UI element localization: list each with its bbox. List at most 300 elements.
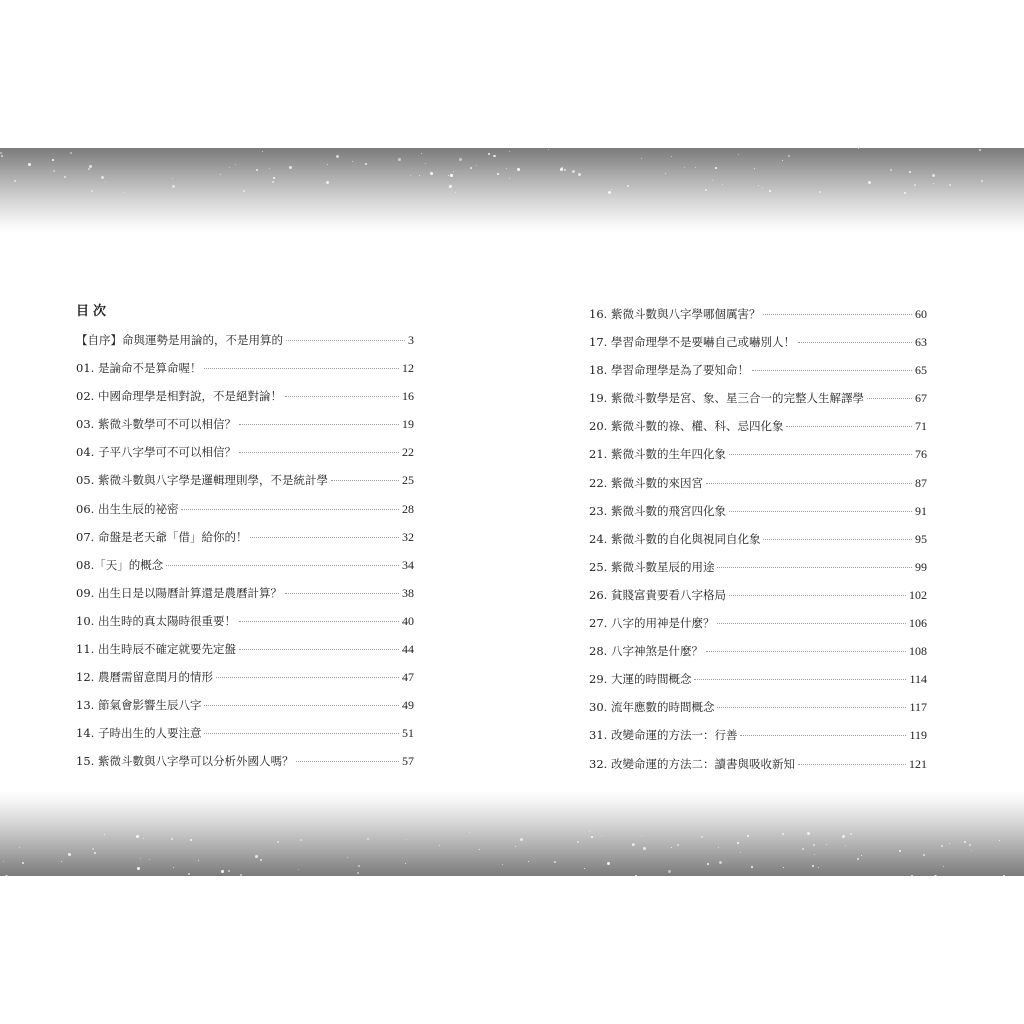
star: [890, 169, 892, 171]
star: [909, 171, 911, 173]
star: [949, 184, 951, 186]
toc-entry-label: 12. 農曆需留意閏月的情形: [76, 670, 213, 685]
toc-entry-page: 38: [402, 585, 414, 600]
toc-entry: [589, 328, 927, 356]
star: [845, 845, 846, 846]
toc-entry-page: 67: [915, 391, 927, 406]
star: [94, 852, 96, 854]
star: [911, 875, 913, 876]
star: [3, 861, 4, 862]
star: [826, 844, 827, 845]
dot-leader: [729, 454, 912, 455]
star: [999, 840, 1000, 841]
star: [70, 152, 72, 154]
dot-leader: [250, 537, 399, 538]
star: [813, 844, 815, 846]
toc-entry: [589, 721, 927, 749]
star: [782, 833, 784, 835]
star: [754, 168, 755, 169]
star: [607, 862, 610, 865]
dot-leader: [239, 424, 399, 425]
star: [861, 855, 862, 856]
star: [737, 842, 739, 844]
star: [300, 839, 302, 841]
toc-entry: [589, 440, 927, 468]
toc-entry: [76, 607, 414, 635]
toc-entry-page: 22: [402, 445, 414, 460]
star: [751, 866, 753, 868]
toc-entry-label: 18. 學習命理學是為了要知命！: [589, 363, 749, 378]
star: [819, 191, 821, 193]
toc-entry-page: 12: [402, 361, 414, 376]
star: [719, 861, 722, 864]
toc-entry: [589, 553, 927, 581]
dot-leader: [331, 480, 399, 481]
toc-entry: [76, 410, 414, 438]
star: [564, 169, 566, 171]
table-of-contents: [0, 300, 1024, 780]
star: [229, 167, 230, 168]
star: [88, 168, 90, 170]
dot-leader: [694, 679, 906, 680]
toc-entry-page: 16: [402, 389, 414, 404]
toc-entry-page: 91: [915, 503, 927, 518]
star: [469, 832, 470, 833]
star: [608, 191, 611, 194]
star: [425, 163, 426, 164]
star: [868, 181, 871, 184]
star: [497, 173, 499, 175]
star: [398, 158, 401, 161]
dot-leader: [763, 314, 912, 315]
star: [64, 176, 66, 178]
star: [502, 864, 503, 865]
dot-leader: [216, 677, 399, 678]
star: [758, 185, 759, 186]
star: [405, 863, 406, 864]
toc-entry: [76, 466, 414, 494]
star: [406, 839, 407, 840]
star: [137, 867, 140, 870]
star: [92, 848, 94, 850]
star: [228, 870, 230, 872]
toc-entry: [76, 354, 414, 382]
star: [641, 158, 642, 159]
star: [788, 155, 790, 157]
star: [105, 181, 106, 182]
starry-band-bottom: [0, 790, 1024, 876]
star: [572, 170, 575, 173]
star: [136, 835, 139, 838]
toc-entry: [589, 384, 927, 412]
star: [814, 854, 815, 855]
star: [352, 161, 353, 162]
star: [943, 866, 944, 867]
toc-entry-page: 19: [402, 417, 414, 432]
star: [104, 834, 105, 835]
star: [941, 845, 943, 847]
star: [506, 168, 507, 169]
toc-entry: [589, 665, 927, 693]
star: [476, 165, 477, 166]
star: [410, 175, 411, 176]
toc-entry-label: 13. 節氣會影響生辰八字: [76, 698, 202, 713]
toc-entry: [76, 691, 414, 719]
star: [347, 857, 348, 858]
toc-entry-label: 08.「天」的概念: [76, 557, 164, 572]
star: [198, 860, 199, 861]
star: [53, 170, 55, 172]
star: [520, 838, 523, 841]
star: [671, 156, 672, 157]
toc-entry-label: 27. 八字的用神是什麼？: [589, 616, 715, 631]
star: [932, 174, 935, 177]
toc-entry-label: 06. 出生生辰的祕密: [76, 501, 179, 516]
dot-leader: [729, 595, 906, 596]
toc-entry: [76, 523, 414, 551]
toc-entry-page: 65: [915, 363, 927, 378]
toc-entry-label: 25. 紫微斗數星辰的用途: [589, 559, 715, 574]
star: [459, 158, 462, 161]
star: [91, 190, 93, 192]
toc-entry-label: 21. 紫微斗數的生年四化象: [589, 447, 726, 462]
star: [255, 855, 258, 858]
star: [326, 181, 329, 184]
star: [818, 867, 819, 868]
dot-leader: [286, 340, 405, 341]
dot-leader: [296, 761, 399, 762]
toc-entry: [589, 300, 927, 328]
star: [22, 862, 24, 864]
dot-leader: [239, 649, 399, 650]
star: [221, 870, 224, 873]
toc-entry-page: 102: [909, 587, 927, 602]
toc-entry-label: 32. 改變命運的方法二：讀書與吸收新知: [589, 756, 795, 771]
star: [273, 177, 275, 179]
star: [101, 176, 104, 179]
dot-leader: [717, 707, 906, 708]
star: [738, 154, 739, 155]
dot-leader: [763, 539, 912, 540]
star: [677, 844, 679, 846]
toc-entry-page: 117: [909, 700, 927, 715]
toc-entry: [589, 581, 927, 609]
star: [807, 832, 810, 835]
star: [172, 178, 173, 179]
star: [367, 838, 369, 840]
star: [949, 843, 950, 844]
toc-entry-label: 23. 紫微斗數的飛宮四化象: [589, 503, 726, 518]
toc-title: 目次: [76, 304, 111, 319]
star: [712, 180, 713, 181]
toc-entry-label: 【自序】命與運勢是用論的，不是用算的: [76, 333, 283, 347]
dot-leader: [752, 370, 912, 371]
star: [899, 850, 901, 852]
toc-entry-label: 14. 子時出生的人要注意: [76, 726, 202, 741]
dot-leader: [181, 509, 399, 510]
star: [517, 168, 520, 171]
toc-entry-label: 15. 紫微斗數與八字學可以分析外國人嗎？: [76, 754, 294, 769]
dot-leader: [740, 735, 906, 736]
star: [802, 848, 804, 850]
dot-leader: [729, 511, 912, 512]
star: [298, 869, 299, 870]
dot-leader: [166, 565, 399, 566]
star: [140, 858, 141, 859]
star: [850, 833, 852, 835]
star: [357, 872, 359, 874]
star: [488, 153, 490, 155]
toc-entry: [589, 525, 927, 553]
toc-entry-page: 106: [909, 616, 927, 631]
star: [812, 865, 814, 867]
star: [914, 184, 916, 186]
star: [256, 169, 258, 171]
dot-leader: [867, 398, 912, 399]
star: [439, 845, 440, 846]
star: [277, 841, 279, 843]
toc-entry: [76, 326, 414, 354]
toc-entry-page: 51: [402, 726, 414, 741]
star: [123, 192, 124, 193]
star: [493, 155, 495, 157]
toc-entry: [76, 635, 414, 663]
toc-entry-page: 63: [915, 335, 927, 350]
star: [934, 875, 937, 876]
star: [243, 190, 245, 192]
star: [143, 838, 144, 839]
toc-entry-label: 29. 大運的時間概念: [589, 672, 692, 687]
star: [611, 189, 612, 190]
star: [28, 163, 31, 166]
star: [188, 873, 190, 875]
star: [548, 149, 549, 150]
star: [684, 167, 685, 168]
star: [430, 172, 433, 175]
star: [358, 865, 360, 867]
star: [783, 867, 784, 868]
star: [718, 847, 719, 848]
toc-entry-label: 10. 出生時的真太陽時很重要！: [76, 613, 236, 628]
star: [327, 164, 328, 165]
toc-entry-label: 16. 紫微斗數與八字學哪個厲害？: [589, 307, 761, 321]
toc-entry-page: 121: [909, 756, 927, 771]
toc-entry: [589, 469, 927, 497]
toc-entry-label: 02. 中國命理學是相對說，不是絕對論！: [76, 389, 282, 404]
star: [747, 835, 749, 837]
toc-entry-label: 04. 子平八字學可不可以相信？: [76, 445, 236, 460]
dot-leader: [706, 651, 906, 652]
dot-leader: [239, 621, 399, 622]
star: [635, 875, 637, 876]
star: [701, 836, 703, 838]
toc-entry-label: 28. 八字神煞是什麼？: [589, 644, 703, 659]
star: [578, 173, 581, 176]
toc-entry: [76, 438, 414, 466]
toc-entry: [589, 497, 927, 525]
star: [479, 849, 480, 850]
dot-leader: [717, 623, 906, 624]
star: [589, 831, 590, 832]
star: [695, 167, 696, 168]
star: [627, 185, 629, 187]
star: [577, 841, 579, 843]
star: [1, 155, 3, 157]
toc-entry: [76, 719, 414, 747]
toc-entry: [76, 579, 414, 607]
star: [61, 861, 62, 862]
star: [554, 861, 556, 863]
star: [421, 153, 422, 154]
star: [173, 867, 174, 868]
toc-entry-page: 76: [915, 447, 927, 462]
toc-right-column: [589, 300, 927, 778]
star: [933, 183, 934, 184]
toc-entry: [76, 382, 414, 410]
star: [923, 854, 925, 856]
toc-entry-page: 108: [909, 644, 927, 659]
toc-entry-page: 28: [402, 501, 414, 516]
star: [769, 190, 771, 192]
star: [904, 192, 906, 194]
star: [0, 152, 2, 154]
toc-entry: [589, 356, 927, 384]
toc-entry-label: 05. 紫微斗數與八字學是邏輯理則學，不是統計學: [76, 473, 328, 488]
star: [668, 870, 671, 873]
star: [453, 171, 454, 172]
star: [858, 148, 859, 149]
star: [365, 163, 367, 165]
dot-leader: [239, 452, 399, 453]
toc-entry-page: 40: [402, 613, 414, 628]
star: [842, 835, 845, 838]
toc-entry-page: 57: [402, 754, 414, 769]
star: [494, 155, 496, 157]
toc-entry: [589, 412, 927, 440]
toc-left-column: [76, 300, 414, 776]
star: [149, 859, 150, 860]
toc-entry-page: 95: [915, 531, 927, 546]
toc-entry: [76, 747, 414, 775]
toc-entry-page: 25: [402, 473, 414, 488]
toc-entry: [589, 637, 927, 665]
toc-entry-label: 22. 紫微斗數的來因宮: [589, 475, 703, 490]
toc-entry-label: 31. 改變命運的方法一：行善: [589, 728, 738, 743]
star: [560, 168, 563, 171]
star: [419, 175, 420, 176]
star: [782, 160, 783, 161]
toc-entry-page: 34: [402, 557, 414, 572]
star: [52, 159, 54, 161]
star: [172, 185, 175, 188]
star: [262, 151, 263, 152]
star: [509, 178, 510, 179]
dot-leader: [204, 733, 399, 734]
toc-entry: [589, 693, 927, 721]
star: [5, 875, 8, 876]
star: [289, 166, 292, 169]
toc-entry-page: 49: [402, 698, 414, 713]
dot-leader: [706, 483, 912, 484]
toc-entry-page: 119: [909, 728, 927, 743]
star: [740, 852, 741, 853]
star: [528, 861, 529, 862]
dot-leader: [786, 426, 912, 427]
dot-leader: [285, 396, 399, 397]
star: [220, 174, 221, 175]
dot-leader: [204, 368, 399, 369]
star: [971, 850, 972, 851]
star: [470, 167, 472, 169]
toc-entry: [76, 551, 414, 579]
star: [336, 155, 339, 158]
toc-entry-label: 17. 學習命理學不是要嚇自己或嚇別人！: [589, 335, 795, 350]
dot-leader: [717, 567, 912, 568]
toc-entry-page: 71: [915, 419, 927, 434]
toc-entry-label: 07. 命盤是老天爺「借」給你的！: [76, 529, 248, 544]
star: [964, 841, 966, 843]
star: [235, 164, 236, 165]
star: [260, 859, 262, 861]
star: [240, 874, 242, 876]
star: [68, 853, 71, 856]
star: [705, 189, 707, 191]
star: [979, 149, 981, 151]
toc-entry-page: 114: [909, 672, 927, 687]
star: [857, 858, 859, 860]
toc-entry: [589, 609, 927, 637]
toc-entry-page: 44: [402, 642, 414, 657]
toc-entry-label: 26. 貧賤富貴要看八字格局: [589, 587, 726, 602]
star: [762, 187, 763, 188]
toc-entry-page: 60: [915, 307, 927, 321]
star: [715, 167, 717, 169]
toc-entry-label: 20. 紫微斗數的祿、權、科、忌四化象: [589, 419, 784, 434]
toc-entry-label: 19. 紫微斗數學是宮、象、星三合一的完整人生解譯學: [589, 391, 864, 406]
toc-entry-label: 30. 流年應數的時間概念: [589, 700, 715, 715]
toc-entry: [589, 750, 927, 778]
star: [272, 181, 274, 183]
star: [509, 151, 510, 152]
star: [455, 192, 456, 193]
star: [643, 847, 646, 850]
star: [171, 838, 173, 840]
toc-entry-page: 99: [915, 559, 927, 574]
star: [190, 839, 192, 841]
toc-entry-page: 32: [402, 529, 414, 544]
star: [707, 863, 709, 865]
star: [449, 185, 452, 188]
star: [450, 174, 453, 177]
star: [641, 835, 642, 836]
toc-entry-page: 87: [915, 475, 927, 490]
star: [584, 868, 585, 869]
toc-entry-page: 3: [408, 333, 414, 347]
star: [515, 846, 516, 847]
star: [665, 173, 666, 174]
dot-leader: [285, 593, 399, 594]
star: [969, 844, 971, 846]
toc-entry-label: 24. 紫微斗數的自化與視同自化象: [589, 531, 761, 546]
toc-entry: [76, 495, 414, 523]
toc-entry-label: 01. 是論命不是算命喔！: [76, 361, 202, 376]
star: [981, 180, 983, 182]
star: [1003, 875, 1005, 876]
toc-entry-label: 09. 出生日是以陽曆計算還是農曆計算？: [76, 585, 282, 600]
star: [591, 836, 593, 838]
star: [671, 847, 672, 848]
star: [14, 180, 16, 182]
